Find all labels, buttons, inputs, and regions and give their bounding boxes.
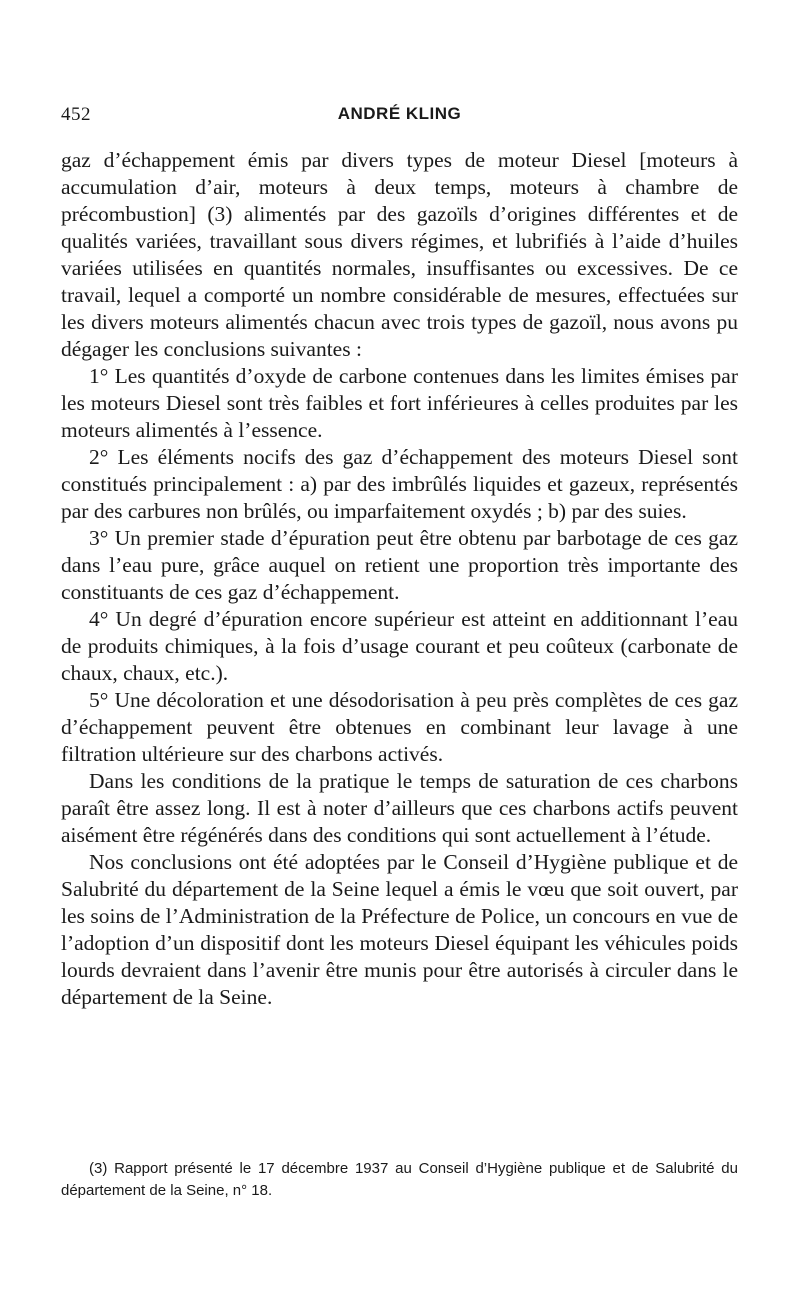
paragraph-conclusion-5: 5° Une décoloration et une désodorisation à peu près complètes de ces gaz d’échappement peuvent être obtenues en combinant leur lavage à une filtration ultérieure sur des charbons activés. — [61, 688, 738, 766]
paragraph-conclusion-1: 1° Les quantités d’oxyde de carbone contenues dans les limites émises par les moteurs Diesel sont très faibles et fort inférieures à celles produites par les moteurs alimentés à l’essence. — [61, 364, 738, 442]
running-head: ANDRÉ KLING — [337, 104, 462, 123]
body-text — [61, 147, 738, 1011]
paragraph-conclusion-2: 2° Les éléments nocifs des gaz d’échappement des moteurs Diesel sont constitués principalement : a) par des imbrûlés liquides et gazeux, représentés par des carbures non brûlés, ou imparfaitement oxydés ; b) par des suies. — [61, 445, 738, 523]
page-number: 452 — [61, 104, 91, 125]
footnote: (3) Rapport présenté le 17 décembre 1937 au Conseil d’Hygiène publique et de Salubrité du département de la Seine, n° 18. — [61, 1160, 738, 1199]
paragraph-conclusion-4: 4° Un degré d’épuration encore supérieur est atteint en additionnant l’eau de produits chimiques, à la fois d’usage courant et peu coûteux (carbonate de chaux, chaux, etc.). — [61, 607, 738, 685]
paragraph-council: Nos conclusions ont été adoptées par le Conseil d’Hygiène publique et de Salubrité du département de la Seine lequel a émis le vœu que soit ouvert, par les soins de l’Administration de la Préfecture de Police, un concours en vue de l’adoption d’un dispositif dont les moteurs Diesel équipant les véhicules poids lourds devraient dans l’avenir être munis pour être autorisés à circuler dans le département de la Seine. — [61, 850, 738, 1009]
paragraph-intro: gaz d’échappement émis par divers types de moteur Diesel [moteurs à accumulation d’air, moteurs à deux temps, moteurs à chambre de précombustion] (3) alimentés par des gazoïls d’origines différentes et de qualités variées, travaillant sous divers régimes, et lubrifiés à l’aide d’huiles variées utilisées en quantités normales, insuffisantes ou excessives. De ce travail, lequel a comporté un nombre considérable de mesures, effectuées sur les divers moteurs alimentés chacun avec trois types de gazoïl, nous avons pu dégager les conclusions suivantes : — [61, 148, 738, 361]
paragraph-conclusion-3: 3° Un premier stade d’épuration peut être obtenu par barbotage de ces gaz dans l’eau pure, grâce auquel on retient une proportion très importante des constituants de ces gaz d’échappement. — [61, 526, 738, 604]
page-header — [61, 104, 738, 128]
paragraph-practice: Dans les conditions de la pratique le temps de saturation de ces charbons paraît être assez long. Il est à noter d’ailleurs que ces charbons actifs peuvent aisément être régénérés dans des conditions qui sont actuellement à l’étude. — [61, 769, 738, 847]
